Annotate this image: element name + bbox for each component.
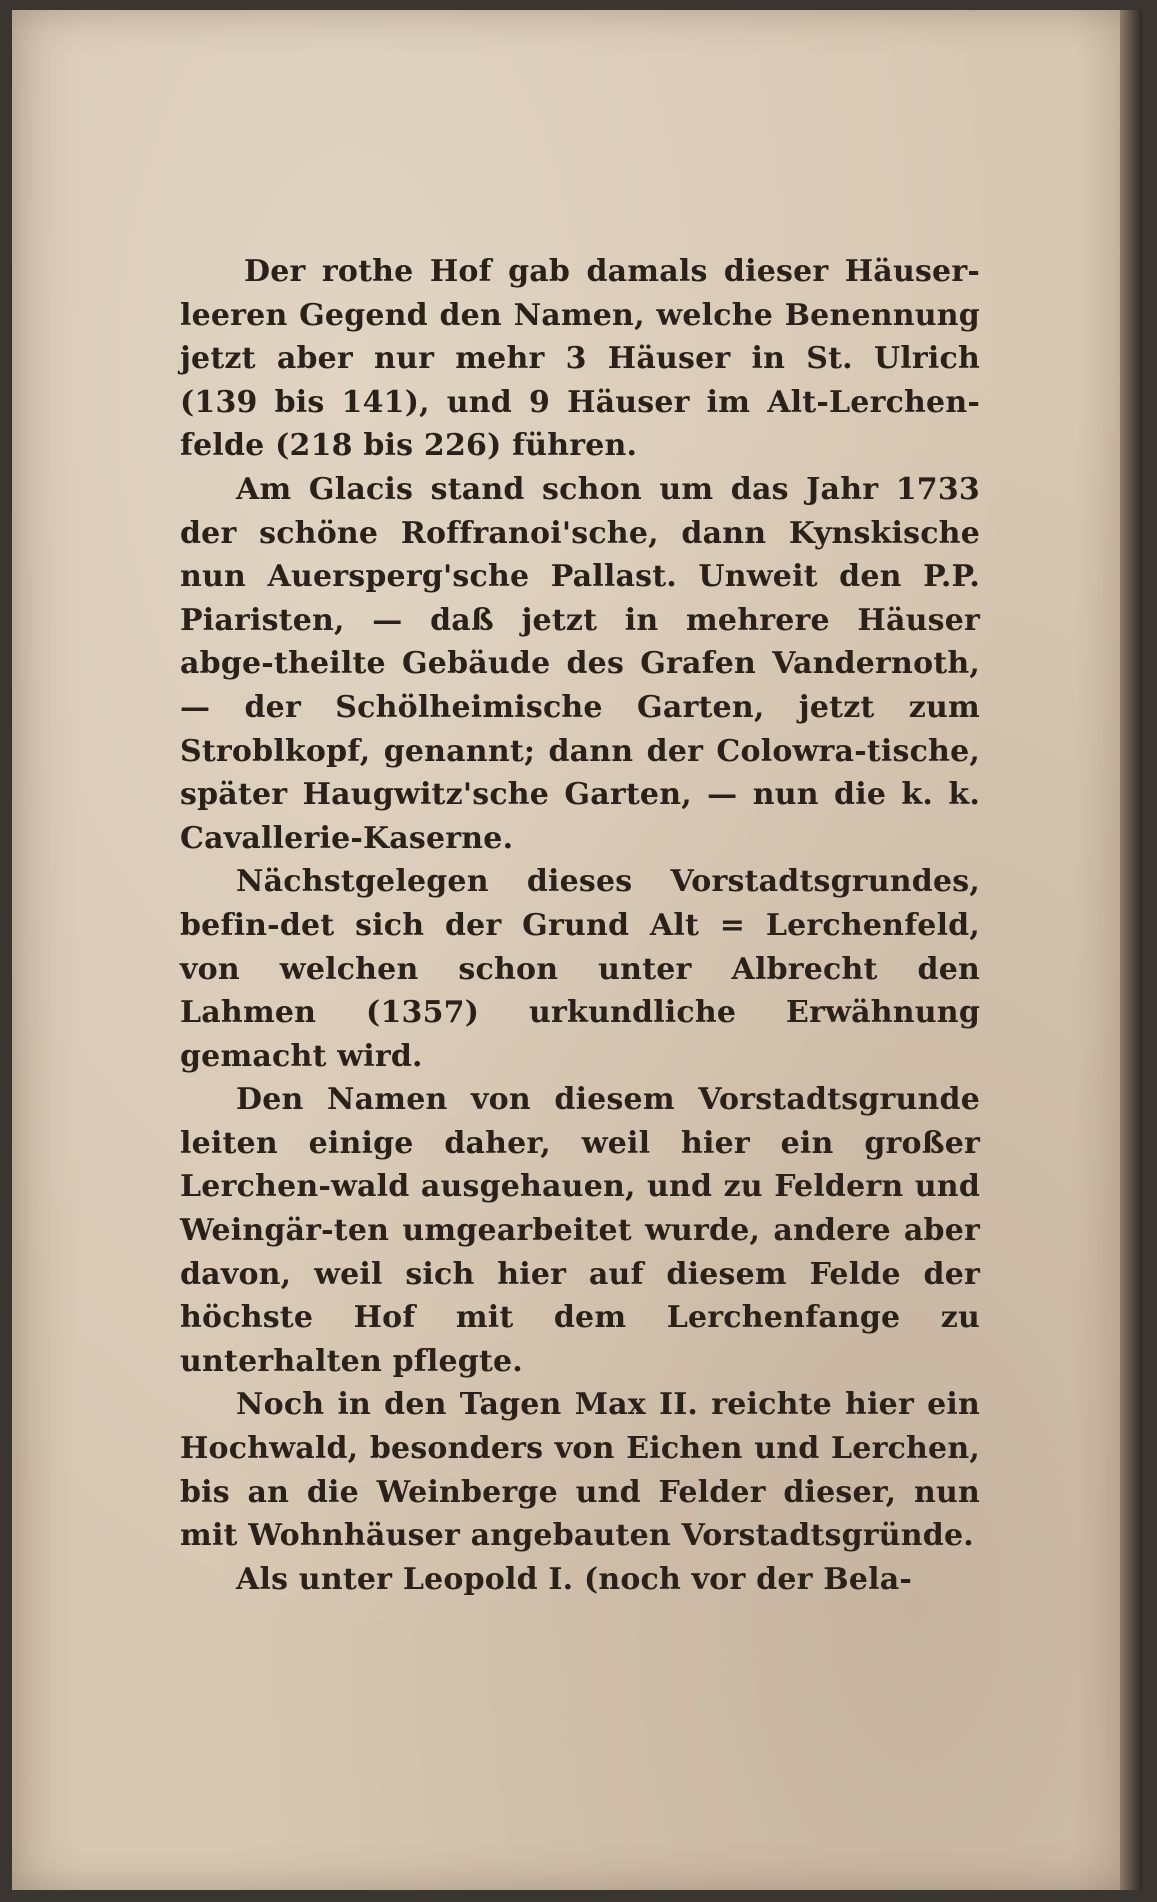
paragraph-rother-hof: Der rothe Hof gab damals dieser Häuser-leeren Gegend den Namen, welche Benennung jetzt aber nur mehr 3 Häuser in St. Ulrich (139 bis 141), und 9 Häuser im Alt-Lerchen-felde (218 bis 226) führen. [180, 254, 980, 464]
paragraph-leopold: Als unter Leopold I. (noch vor der Bela- [236, 1561, 913, 1597]
paragraph-glacis: Am Glacis stand schon um das Jahr 1733 der schöne Roffranoi'sche, dann Kynskische nun Auersperg'sche Pallast. Unweit den P.P. Piaristen, — daß jetzt in mehrere Häuser abge-theilte Gebäude des Grafen Vandernoth, — der Schölheimische Garten, jetzt zum Stroblkopf, genannt; dann der Colowra-tische, später Haugwitz'sche Garten, — nun die k. k. Cavallerie-Kaserne. [180, 471, 980, 856]
book-spine-shadow [1120, 10, 1142, 1890]
page-text-block [180, 250, 980, 1601]
paragraph-alt-lerchenfeld: Nächstgelegen dieses Vorstadtsgrundes, befin-det sich der Grund Alt = Lerchenfeld, von welchen schon unter Albrecht den Lahmen (1357) urkundliche Erwähnung gemacht wird. [180, 864, 980, 1074]
book-page [12, 10, 1142, 1890]
paragraph-namen: Den Namen von diesem Vorstadtsgrunde leiten einige daher, weil hier ein großer Lerchen-wald ausgehauen, und zu Feldern und Weingär-ten umgearbeitet wurde, andere aber davon, weil sich hier auf diesem Felde der höchste Hof mit dem Lerchenfange zu unterhalten pflegte. [180, 1082, 980, 1379]
paragraph-max-ii: Noch in den Tagen Max II. reichte hier ein Hochwald, besonders von Eichen und Lerchen, bis an die Weinberge und Felder dieser, nun mit Wohnhäuser angebauten Vorstadtsgründe. [180, 1387, 980, 1554]
